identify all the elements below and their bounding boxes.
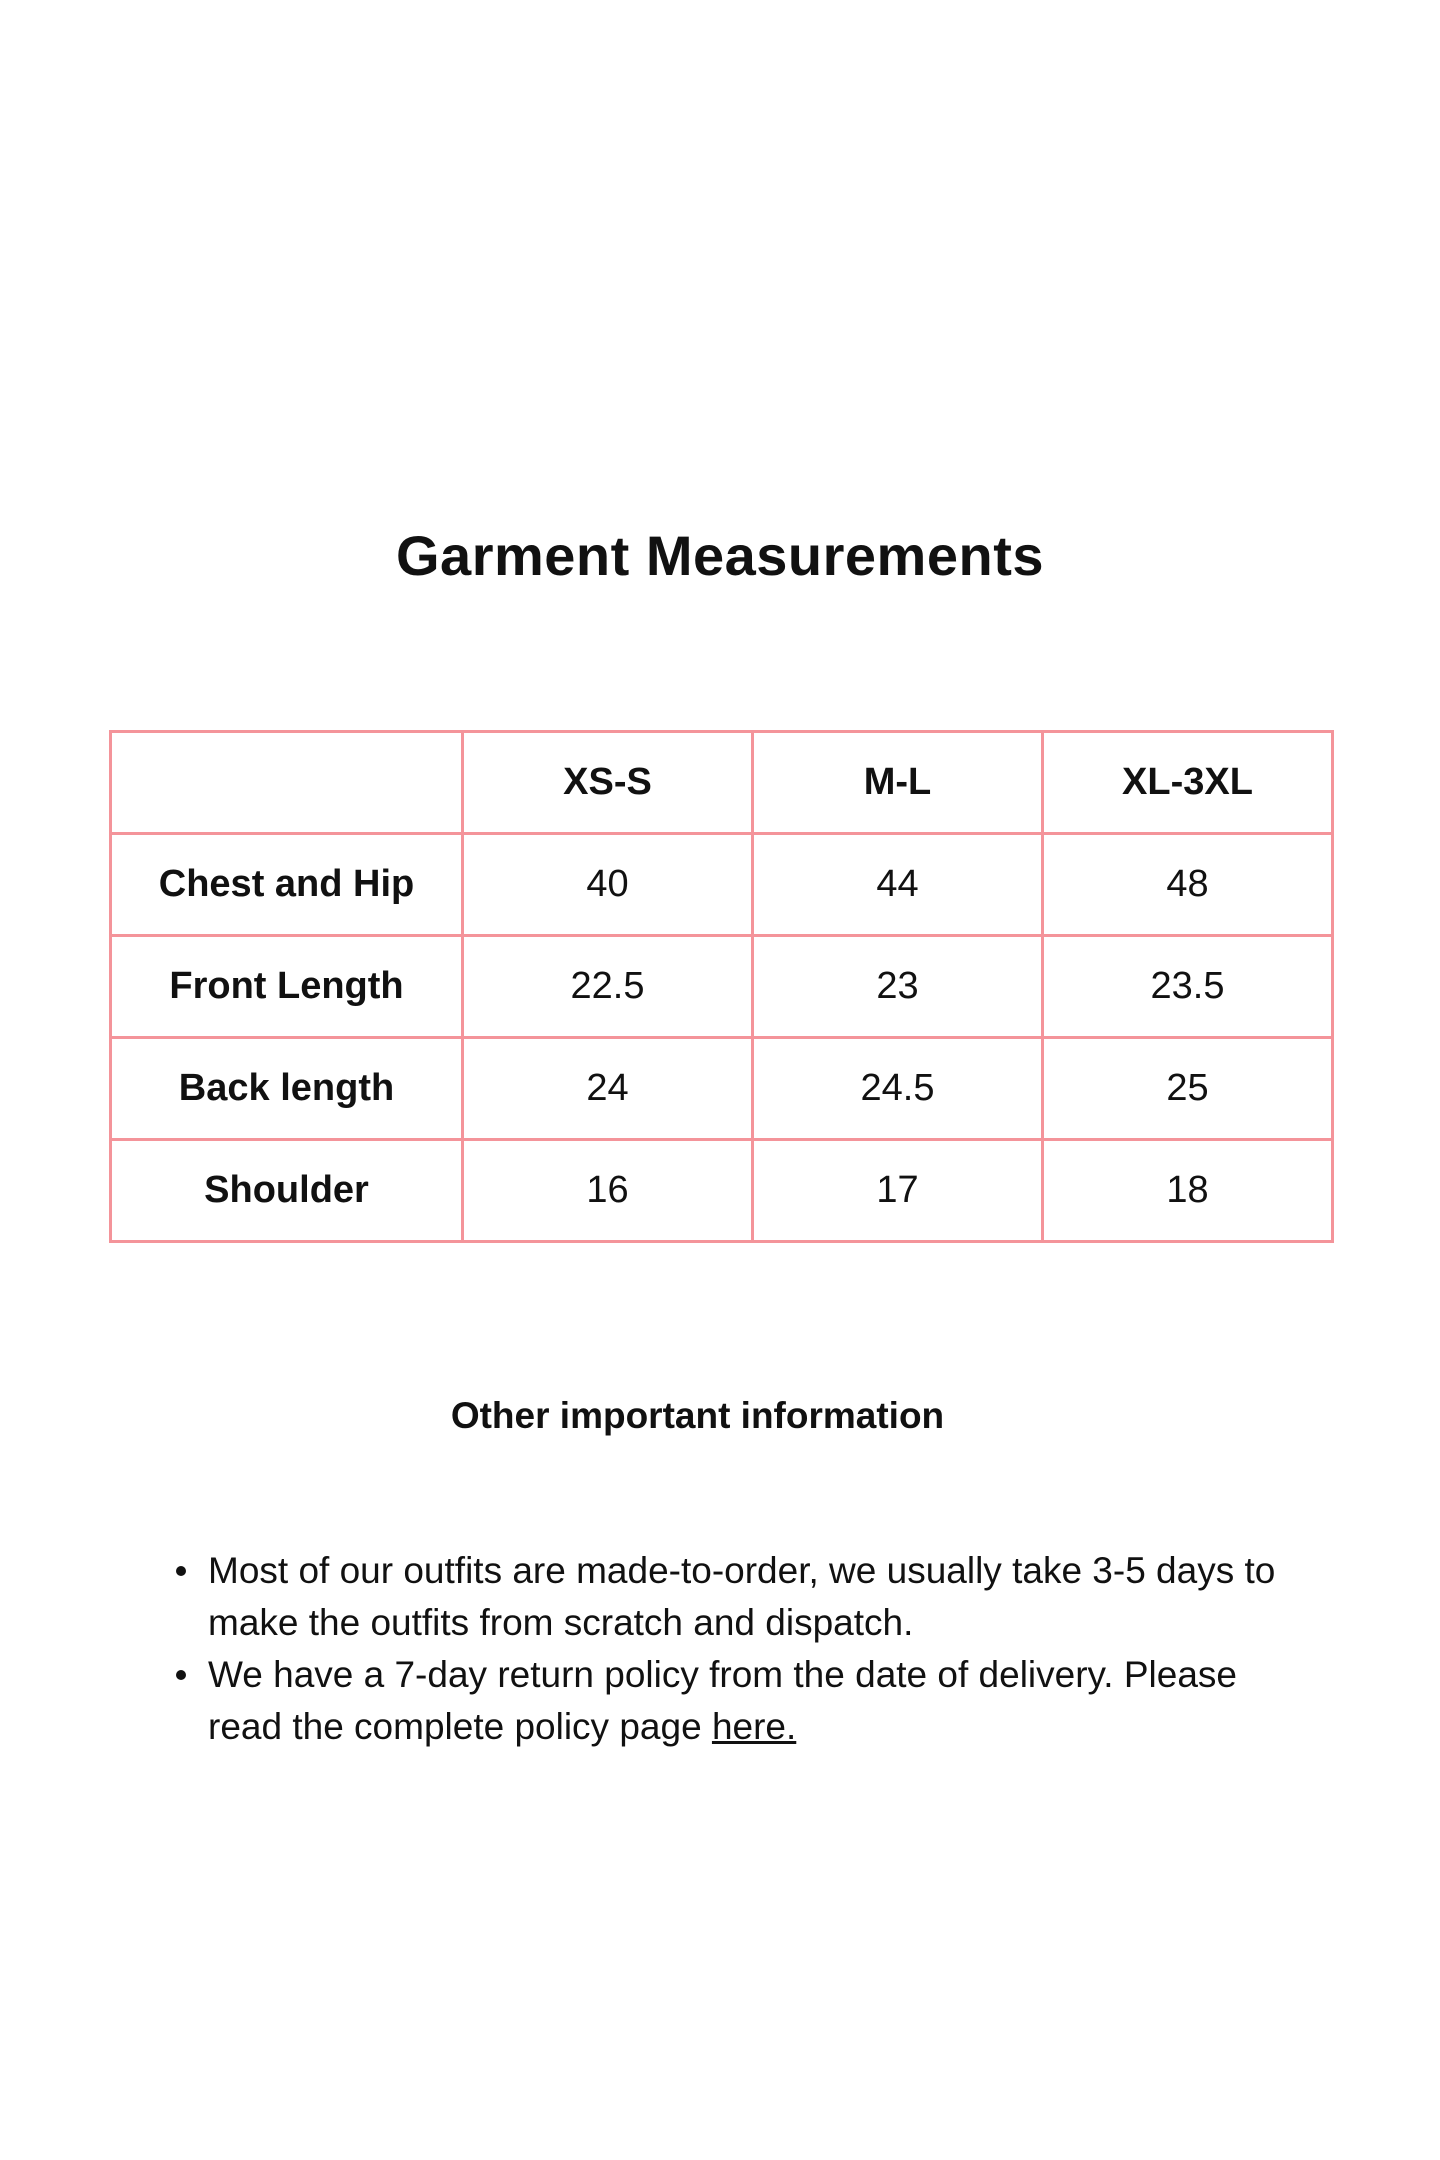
row-label: Shoulder	[111, 1140, 463, 1242]
table-cell: 23	[753, 936, 1043, 1038]
row-label: Chest and Hip	[111, 834, 463, 936]
table-cell: 22.5	[463, 936, 753, 1038]
table-header-row	[111, 732, 1333, 834]
table-row	[111, 834, 1333, 936]
header-cell-size: XL-3XL	[1043, 732, 1333, 834]
table-row	[111, 1140, 1333, 1242]
table-cell: 23.5	[1043, 936, 1333, 1038]
info-heading: Other important information	[450, 1395, 945, 1436]
table-cell: 18	[1043, 1140, 1333, 1242]
table-cell: 16	[463, 1140, 753, 1242]
row-label: Back length	[111, 1038, 463, 1140]
info-list	[168, 1545, 1308, 1753]
return-policy-link[interactable]: here.	[711, 1706, 797, 1747]
table-cell: 24.5	[753, 1038, 1043, 1140]
bullet-icon	[176, 1566, 186, 1576]
bullet-icon	[176, 1670, 186, 1680]
table-row	[111, 1038, 1333, 1140]
table-cell: 24	[463, 1038, 753, 1140]
list-item	[208, 1649, 1308, 1753]
size-chart-table	[109, 730, 1334, 1243]
row-label: Front Length	[111, 936, 463, 1038]
page-title: Garment Measurements	[395, 524, 1044, 587]
table-cell: 17	[753, 1140, 1043, 1242]
header-cell-size: XS-S	[463, 732, 753, 834]
header-cell-empty	[111, 732, 463, 834]
table-cell: 44	[753, 834, 1043, 936]
table-cell: 40	[463, 834, 753, 936]
table-cell: 25	[1043, 1038, 1333, 1140]
list-item-text: We have a 7-day return policy from the date of delivery. Please read the complete policy page	[208, 1654, 1237, 1747]
table-cell: 48	[1043, 834, 1333, 936]
list-item	[208, 1545, 1308, 1649]
header-cell-size: M-L	[753, 732, 1043, 834]
list-item-text: Most of our outfits are made-to-order, we usually take 3-5 days to make the outfits from scratch and dispatch.	[208, 1550, 1276, 1643]
table-row	[111, 936, 1333, 1038]
